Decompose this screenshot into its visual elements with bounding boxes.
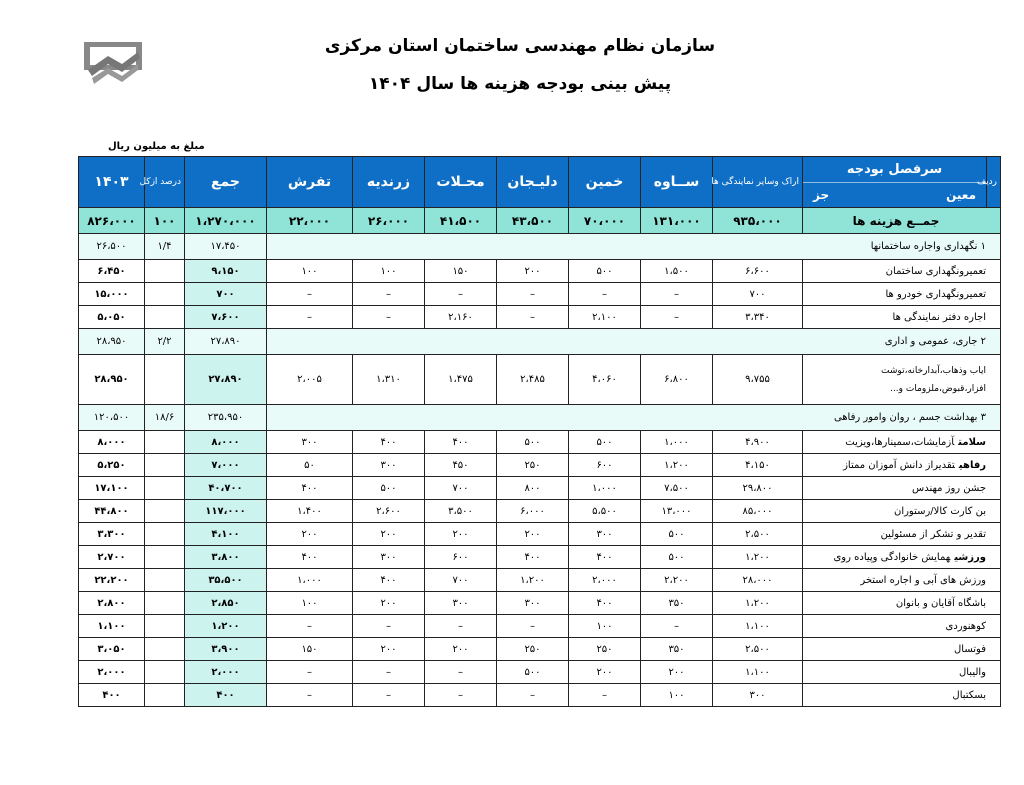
cell-jam: ۳۵،۵۰۰	[185, 569, 267, 592]
cell-zarandieh: ۳۰۰	[353, 546, 425, 569]
cell-arak: ۲،۵۰۰	[713, 523, 803, 546]
row-label	[803, 283, 1001, 306]
row-label-text: همایش خانوادگی وپیاده روی	[833, 551, 951, 563]
cell-zarandieh: ۱۰۰	[353, 260, 425, 283]
row-label-text: جشن روز مهندس	[912, 482, 986, 494]
col-moein: معین	[946, 187, 976, 202]
cell-tafresh: ۱۰۰	[267, 592, 353, 615]
row-category: ورزشی	[954, 551, 986, 563]
cell-khomein: ۳۰۰	[569, 523, 641, 546]
total-delijan: ۴۳،۵۰۰	[497, 208, 569, 234]
cell-khomein: ۲۵۰	[569, 638, 641, 661]
section-1403: ۲۶،۵۰۰	[79, 234, 145, 260]
total-khomein: ۷۰،۰۰۰	[569, 208, 641, 234]
row-label-text: ایاب وذهاب،آبدارخانه،توشت افزار،قبوض،ملزومات و...	[881, 365, 986, 394]
cell-khomein: ۲،۱۰۰	[569, 306, 641, 329]
cell-mahallat: –	[425, 661, 497, 684]
cell-khomein: ۴۰۰	[569, 592, 641, 615]
row-label-text: تقدیراز دانش آموزان ممتاز	[843, 459, 955, 471]
row-label-text: اجاره دفتر نمایندگی ها	[892, 311, 986, 323]
organization-title: سازمان نظام مهندسی ساختمان استان مرکزی	[324, 36, 716, 56]
cell-jam: ۸،۰۰۰	[185, 431, 267, 454]
cell-arak: ۳۰۰	[713, 684, 803, 707]
budget-table	[78, 156, 1001, 707]
total-label: جمــع هزینه ها	[803, 208, 1001, 234]
col-mahallat: محـلات	[425, 157, 497, 208]
cell-darsad	[145, 523, 185, 546]
cell-mahallat: ۴۵۰	[425, 454, 497, 477]
cell-tafresh: ۱۰۰	[267, 260, 353, 283]
cell-1403: ۲،۰۰۰	[79, 661, 145, 684]
cell-zarandieh: ۳۰۰	[353, 454, 425, 477]
col-delijan: دلیـجان	[497, 157, 569, 208]
cell-delijan: ۶،۰۰۰	[497, 500, 569, 523]
cell-delijan: –	[497, 283, 569, 306]
cell-saveh: –	[641, 615, 713, 638]
cell-khomein: ۵،۵۰۰	[569, 500, 641, 523]
cell-khomein: ۴۰۰	[569, 546, 641, 569]
table-row	[79, 615, 1001, 638]
table-row	[79, 306, 1001, 329]
row-label	[803, 684, 1001, 707]
table-row	[79, 283, 1001, 306]
row-label-text: والیبال	[958, 666, 986, 678]
row-label	[803, 477, 1001, 500]
cell-delijan: ۲۵۰	[497, 454, 569, 477]
cell-tafresh: ۳۰۰	[267, 431, 353, 454]
cell-jam: ۳،۹۰۰	[185, 638, 267, 661]
table-row	[79, 477, 1001, 500]
cell-darsad	[145, 546, 185, 569]
cell-delijan: ۵۰۰	[497, 661, 569, 684]
cell-zarandieh: –	[353, 661, 425, 684]
cell-khomein: ۱،۰۰۰	[569, 477, 641, 500]
cell-arak: ۴،۹۰۰	[713, 431, 803, 454]
cell-1403: ۵،۰۵۰	[79, 306, 145, 329]
cell-darsad	[145, 500, 185, 523]
section-jam: ۲۳۵،۹۵۰	[185, 405, 267, 431]
cell-delijan: ۳۰۰	[497, 592, 569, 615]
cell-zarandieh: ۴۰۰	[353, 431, 425, 454]
cell-khomein: ۲۰۰	[569, 661, 641, 684]
cell-zarandieh: –	[353, 615, 425, 638]
section-darsad: ۱/۴	[145, 234, 185, 260]
cell-tafresh: –	[267, 283, 353, 306]
cell-1403: ۳،۰۵۰	[79, 638, 145, 661]
cell-jam: ۴،۱۰۰	[185, 523, 267, 546]
col-1403: ۱۴۰۳	[79, 157, 145, 208]
cell-jam: ۲،۰۰۰	[185, 661, 267, 684]
cell-jam: ۲،۸۵۰	[185, 592, 267, 615]
cell-saveh: ۷،۵۰۰	[641, 477, 713, 500]
cell-arak: ۸۵،۰۰۰	[713, 500, 803, 523]
table-row	[79, 638, 1001, 661]
cell-jam: ۷،۰۰۰	[185, 454, 267, 477]
row-label-text: آزمایشات،سمینارها،ویزیت	[845, 436, 955, 448]
total-zarandieh: ۲۶،۰۰۰	[353, 208, 425, 234]
cell-darsad	[145, 638, 185, 661]
cell-khomein: ۱۰۰	[569, 615, 641, 638]
col-sarfasl	[803, 157, 987, 208]
cell-tafresh: ۲،۰۰۵	[267, 355, 353, 405]
cell-mahallat: ۲،۱۶۰	[425, 306, 497, 329]
cell-saveh: ۱،۰۰۰	[641, 431, 713, 454]
cell-mahallat: ۱۵۰	[425, 260, 497, 283]
cell-khomein: –	[569, 283, 641, 306]
row-label-text: فوتسال	[954, 643, 986, 655]
cell-delijan: ۴۰۰	[497, 546, 569, 569]
cell-mahallat: ۲۰۰	[425, 638, 497, 661]
col-zarandieh: زرندیه	[353, 157, 425, 208]
cell-saveh: ۵۰۰	[641, 523, 713, 546]
table-row	[79, 546, 1001, 569]
table-row	[79, 592, 1001, 615]
col-radif: ردیف	[987, 157, 1001, 208]
cell-jam: ۷،۶۰۰	[185, 306, 267, 329]
cell-zarandieh: ۱،۳۱۰	[353, 355, 425, 405]
row-label	[803, 306, 1001, 329]
cell-tafresh: ۴۰۰	[267, 477, 353, 500]
section-label: ۳ بهداشت جسم ، روان وامور رفاهی	[267, 405, 1001, 431]
cell-zarandieh: –	[353, 684, 425, 707]
cell-mahallat: –	[425, 283, 497, 306]
total-darsad: ۱۰۰	[145, 208, 185, 234]
cell-darsad	[145, 454, 185, 477]
cell-mahallat: –	[425, 615, 497, 638]
row-label-text: ورزش های آبی و اجاره استخر	[860, 574, 986, 586]
cell-1403: ۶،۴۵۰	[79, 260, 145, 283]
col-tafresh: تفرش	[267, 157, 353, 208]
section-1403: ۱۲۰،۵۰۰	[79, 405, 145, 431]
row-label	[803, 592, 1001, 615]
row-label-text: تعمیرونگهداری خودرو ها	[885, 288, 986, 300]
cell-darsad	[145, 355, 185, 405]
row-label-text: بن کارت کالا/رستوران	[893, 505, 986, 517]
cell-tafresh: –	[267, 661, 353, 684]
total-jam: ۱،۲۷۰،۰۰۰	[185, 208, 267, 234]
cell-1403: ۸،۰۰۰	[79, 431, 145, 454]
cell-khomein: ۵۰۰	[569, 431, 641, 454]
cell-jam: ۳،۸۰۰	[185, 546, 267, 569]
cell-arak: ۲۹،۸۰۰	[713, 477, 803, 500]
table-row	[79, 523, 1001, 546]
cell-saveh: ۳۵۰	[641, 592, 713, 615]
cell-1403: ۲۸،۹۵۰	[79, 355, 145, 405]
row-label-text: تقدیر و تشکر از مسئولین	[880, 528, 986, 540]
cell-delijan: ۲۰۰	[497, 523, 569, 546]
cell-khomein: ۲،۰۰۰	[569, 569, 641, 592]
section-label: ۲ جاری، عمومی و اداری	[267, 329, 1001, 355]
cell-saveh: ۱،۲۰۰	[641, 454, 713, 477]
row-category: سلامت	[958, 436, 986, 448]
col-joz: جز	[813, 187, 830, 202]
cell-zarandieh: ۲،۶۰۰	[353, 500, 425, 523]
cell-delijan: ۲۰۰	[497, 260, 569, 283]
cell-1403: ۴۰۰	[79, 684, 145, 707]
cell-mahallat: ۲۰۰	[425, 523, 497, 546]
cell-mahallat: ۳۰۰	[425, 592, 497, 615]
row-label	[803, 431, 1001, 454]
cell-delijan: –	[497, 684, 569, 707]
organization-logo-icon	[82, 40, 144, 86]
cell-jam: ۷۰۰	[185, 283, 267, 306]
row-label	[803, 615, 1001, 638]
cell-1403: ۳،۳۰۰	[79, 523, 145, 546]
cell-zarandieh: ۲۰۰	[353, 523, 425, 546]
row-label	[803, 523, 1001, 546]
cell-darsad	[145, 306, 185, 329]
row-label	[803, 500, 1001, 523]
cell-mahallat: ۱،۴۷۵	[425, 355, 497, 405]
cell-darsad	[145, 592, 185, 615]
cell-darsad	[145, 569, 185, 592]
row-label	[803, 546, 1001, 569]
cell-arak: ۷۰۰	[713, 283, 803, 306]
table-row	[79, 260, 1001, 283]
cell-khomein: ۴،۰۶۰	[569, 355, 641, 405]
cell-khomein: ۶۰۰	[569, 454, 641, 477]
section-jam: ۲۷،۸۹۰	[185, 329, 267, 355]
cell-tafresh: –	[267, 306, 353, 329]
cell-zarandieh: –	[353, 306, 425, 329]
cell-tafresh: ۲۰۰	[267, 523, 353, 546]
total-row	[79, 208, 1001, 234]
cell-zarandieh: ۵۰۰	[353, 477, 425, 500]
cell-khomein: ۵۰۰	[569, 260, 641, 283]
cell-arak: ۲،۵۰۰	[713, 638, 803, 661]
cell-tafresh: ۵۰	[267, 454, 353, 477]
cell-delijan: ۸۰۰	[497, 477, 569, 500]
header-row	[79, 157, 1001, 208]
cell-saveh: ۵۰۰	[641, 546, 713, 569]
cell-delijan: –	[497, 615, 569, 638]
col-jam: جمع	[185, 157, 267, 208]
section-1403: ۲۸،۹۵۰	[79, 329, 145, 355]
cell-zarandieh: ۲۰۰	[353, 592, 425, 615]
table-row	[79, 684, 1001, 707]
col-khomein: خمین	[569, 157, 641, 208]
cell-mahallat: ۴۰۰	[425, 431, 497, 454]
row-label-text: تعمیرونگهداری ساختمان	[885, 265, 986, 277]
cell-saveh: –	[641, 283, 713, 306]
cell-1403: ۲،۷۰۰	[79, 546, 145, 569]
table-row	[79, 454, 1001, 477]
cell-darsad	[145, 615, 185, 638]
cell-zarandieh: ۲۰۰	[353, 638, 425, 661]
cell-arak: ۱،۱۰۰	[713, 615, 803, 638]
cell-1403: ۱،۱۰۰	[79, 615, 145, 638]
section-darsad: ۲/۲	[145, 329, 185, 355]
cell-tafresh: ۱،۴۰۰	[267, 500, 353, 523]
row-label	[803, 638, 1001, 661]
row-label-text: باشگاه آقایان و بانوان	[895, 597, 986, 609]
cell-1403: ۵،۲۵۰	[79, 454, 145, 477]
cell-1403: ۱۷،۱۰۰	[79, 477, 145, 500]
cell-delijan: –	[497, 306, 569, 329]
section-row	[79, 329, 1001, 355]
row-label	[803, 355, 1001, 405]
cell-delijan: ۱،۲۰۰	[497, 569, 569, 592]
cell-jam: ۲۷،۸۹۰	[185, 355, 267, 405]
cell-arak: ۱،۲۰۰	[713, 592, 803, 615]
cell-mahallat: ۶۰۰	[425, 546, 497, 569]
cell-saveh: ۳۵۰	[641, 638, 713, 661]
cell-1403: ۱۵،۰۰۰	[79, 283, 145, 306]
col-arak: اراک وسایر نمایندگی ها	[713, 157, 803, 208]
cell-jam: ۴۰،۷۰۰	[185, 477, 267, 500]
row-label	[803, 454, 1001, 477]
cell-arak: ۳،۳۴۰	[713, 306, 803, 329]
cell-saveh: ۱۰۰	[641, 684, 713, 707]
table-row	[79, 500, 1001, 523]
cell-saveh: ۲،۲۰۰	[641, 569, 713, 592]
cell-tafresh: ۴۰۰	[267, 546, 353, 569]
row-category: رفاهی	[958, 459, 986, 471]
cell-darsad	[145, 431, 185, 454]
cell-jam: ۴۰۰	[185, 684, 267, 707]
cell-darsad	[145, 260, 185, 283]
cell-delijan: ۵۰۰	[497, 431, 569, 454]
cell-arak: ۶،۶۰۰	[713, 260, 803, 283]
cell-khomein: –	[569, 684, 641, 707]
cell-tafresh: ۱،۰۰۰	[267, 569, 353, 592]
cell-tafresh: –	[267, 615, 353, 638]
total-arak: ۹۳۵،۰۰۰	[713, 208, 803, 234]
section-label: ۱ نگهداری واجاره ساختمانها	[267, 234, 1001, 260]
section-row	[79, 405, 1001, 431]
row-label-text: بسکتبال	[952, 689, 986, 701]
section-jam: ۱۷،۴۵۰	[185, 234, 267, 260]
cell-mahallat: ۷۰۰	[425, 569, 497, 592]
cell-tafresh: –	[267, 684, 353, 707]
budget-subtitle: پیش بینی بودجه هزینه ها سال ۱۴۰۴	[368, 74, 672, 94]
cell-arak: ۴،۱۵۰	[713, 454, 803, 477]
table-row	[79, 661, 1001, 684]
row-label	[803, 661, 1001, 684]
row-label	[803, 260, 1001, 283]
cell-delijan: ۲،۴۸۵	[497, 355, 569, 405]
row-label-text: کوهنوردی	[945, 620, 986, 632]
cell-arak: ۹،۷۵۵	[713, 355, 803, 405]
cell-saveh: ۲۰۰	[641, 661, 713, 684]
cell-saveh: ۱،۵۰۰	[641, 260, 713, 283]
total-saveh: ۱۳۱،۰۰۰	[641, 208, 713, 234]
cell-1403: ۲،۸۰۰	[79, 592, 145, 615]
cell-1403: ۴۴،۸۰۰	[79, 500, 145, 523]
cell-jam: ۱،۲۰۰	[185, 615, 267, 638]
table-row	[79, 431, 1001, 454]
cell-jam: ۹،۱۵۰	[185, 260, 267, 283]
col-saveh: ســاوه	[641, 157, 713, 208]
cell-tafresh: ۱۵۰	[267, 638, 353, 661]
cell-arak: ۲۸،۰۰۰	[713, 569, 803, 592]
cell-darsad	[145, 661, 185, 684]
cell-saveh: ۱۳،۰۰۰	[641, 500, 713, 523]
col-darsad: درصد ازکل	[145, 157, 185, 208]
total-1403: ۸۲۶،۰۰۰	[79, 208, 145, 234]
table-row	[79, 569, 1001, 592]
cell-mahallat: –	[425, 684, 497, 707]
table-row	[79, 355, 1001, 405]
cell-zarandieh: –	[353, 283, 425, 306]
cell-zarandieh: ۴۰۰	[353, 569, 425, 592]
section-darsad: ۱۸/۶	[145, 405, 185, 431]
row-label	[803, 569, 1001, 592]
total-mahallat: ۴۱،۵۰۰	[425, 208, 497, 234]
cell-saveh: –	[641, 306, 713, 329]
total-tafresh: ۲۲،۰۰۰	[267, 208, 353, 234]
cell-darsad	[145, 477, 185, 500]
cell-mahallat: ۷۰۰	[425, 477, 497, 500]
cell-mahallat: ۳،۵۰۰	[425, 500, 497, 523]
cell-saveh: ۶،۸۰۰	[641, 355, 713, 405]
col-sarfasl-title: سرفصل بودجه	[803, 157, 986, 183]
cell-arak: ۱،۲۰۰	[713, 546, 803, 569]
cell-arak: ۱،۱۰۰	[713, 661, 803, 684]
cell-darsad	[145, 684, 185, 707]
cell-1403: ۲۲،۲۰۰	[79, 569, 145, 592]
cell-darsad	[145, 283, 185, 306]
section-row	[79, 234, 1001, 260]
cell-delijan: ۲۵۰	[497, 638, 569, 661]
cell-jam: ۱۱۷،۰۰۰	[185, 500, 267, 523]
unit-note: مبلغ به میلیون ریال	[108, 141, 205, 152]
